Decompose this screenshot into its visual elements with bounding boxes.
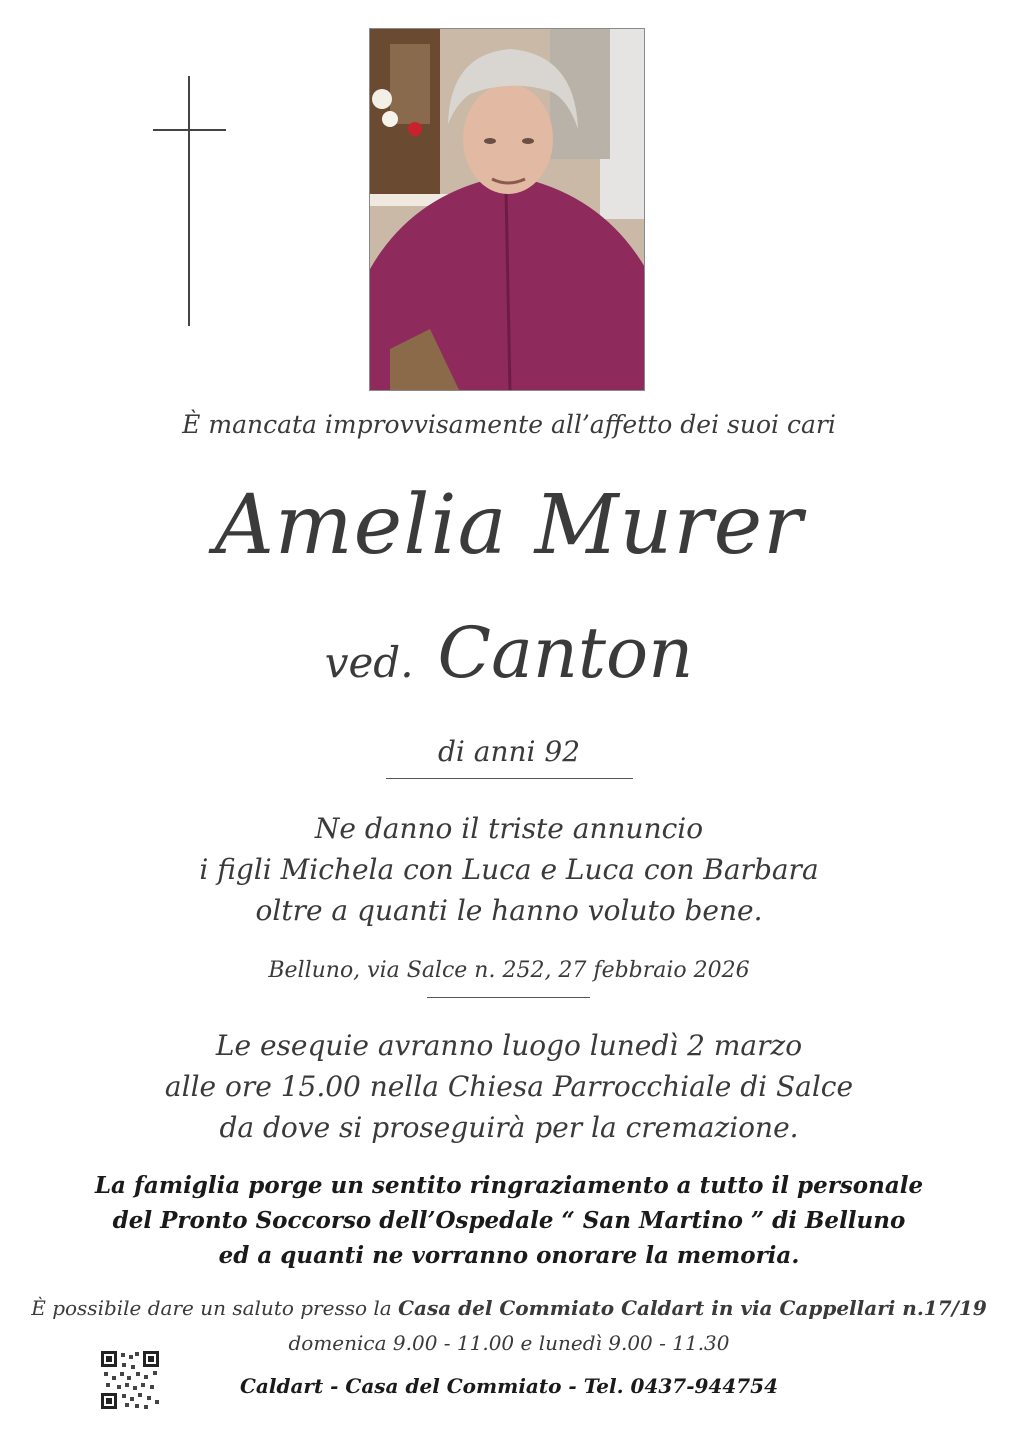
funeral-block bbox=[0, 1025, 1018, 1148]
widow-prefix: ved. bbox=[324, 638, 414, 687]
thanks-block bbox=[0, 1168, 1018, 1273]
divider-line bbox=[386, 778, 633, 779]
thanks-line: La famiglia porge un sentito ringraziamento a tutto il personale bbox=[94, 1172, 924, 1199]
announcement-line: i figli Michela con Luca e Luca con Barbara bbox=[199, 853, 819, 886]
deceased-name: Amelia Murer bbox=[214, 478, 804, 573]
age-text: di anni 92 bbox=[437, 735, 581, 768]
visit-location: Casa del Commiato Caldart in via Cappellari n.17/19 bbox=[398, 1296, 987, 1320]
announcement-line: oltre a quanti le hanno voluto bene. bbox=[255, 894, 763, 927]
announcement-line: Ne danno il triste annuncio bbox=[314, 812, 704, 845]
divider-line bbox=[427, 997, 590, 998]
place-date: Belluno, via Salce n. 252, 27 febbraio 2026 bbox=[268, 958, 750, 983]
funeral-line: da dove si proseguirà per la cremazione. bbox=[219, 1111, 799, 1144]
visiting-hours: domenica 9.00 - 11.00 e lunedì 9.00 - 11.30 bbox=[288, 1331, 730, 1355]
cross-horizontal-line bbox=[153, 129, 226, 131]
visit-prefix: È possibile dare un saluto presso la bbox=[31, 1296, 399, 1320]
portrait-photo bbox=[369, 28, 645, 391]
thanks-line: ed a quanti ne vorranno onorare la memoria. bbox=[218, 1242, 800, 1269]
cross-vertical-line bbox=[188, 76, 190, 326]
thanks-line: del Pronto Soccorso dell’Ospedale “ San Martino ” di Belluno bbox=[112, 1207, 906, 1234]
funeral-line: Le esequie avranno luogo lunedì 2 marzo bbox=[215, 1029, 803, 1062]
footer-contact: Caldart - Casa del Commiato - Tel. 0437-944754 bbox=[240, 1374, 778, 1398]
announcement-block bbox=[0, 808, 1018, 931]
visit-info bbox=[0, 1296, 1018, 1320]
married-name-line bbox=[0, 612, 1018, 694]
intro-text: È mancata improvvisamente all’affetto dei suoi cari bbox=[182, 410, 836, 439]
funeral-line: alle ore 15.00 nella Chiesa Parrocchiale di Salce bbox=[164, 1070, 854, 1103]
married-surname: Canton bbox=[437, 612, 694, 694]
